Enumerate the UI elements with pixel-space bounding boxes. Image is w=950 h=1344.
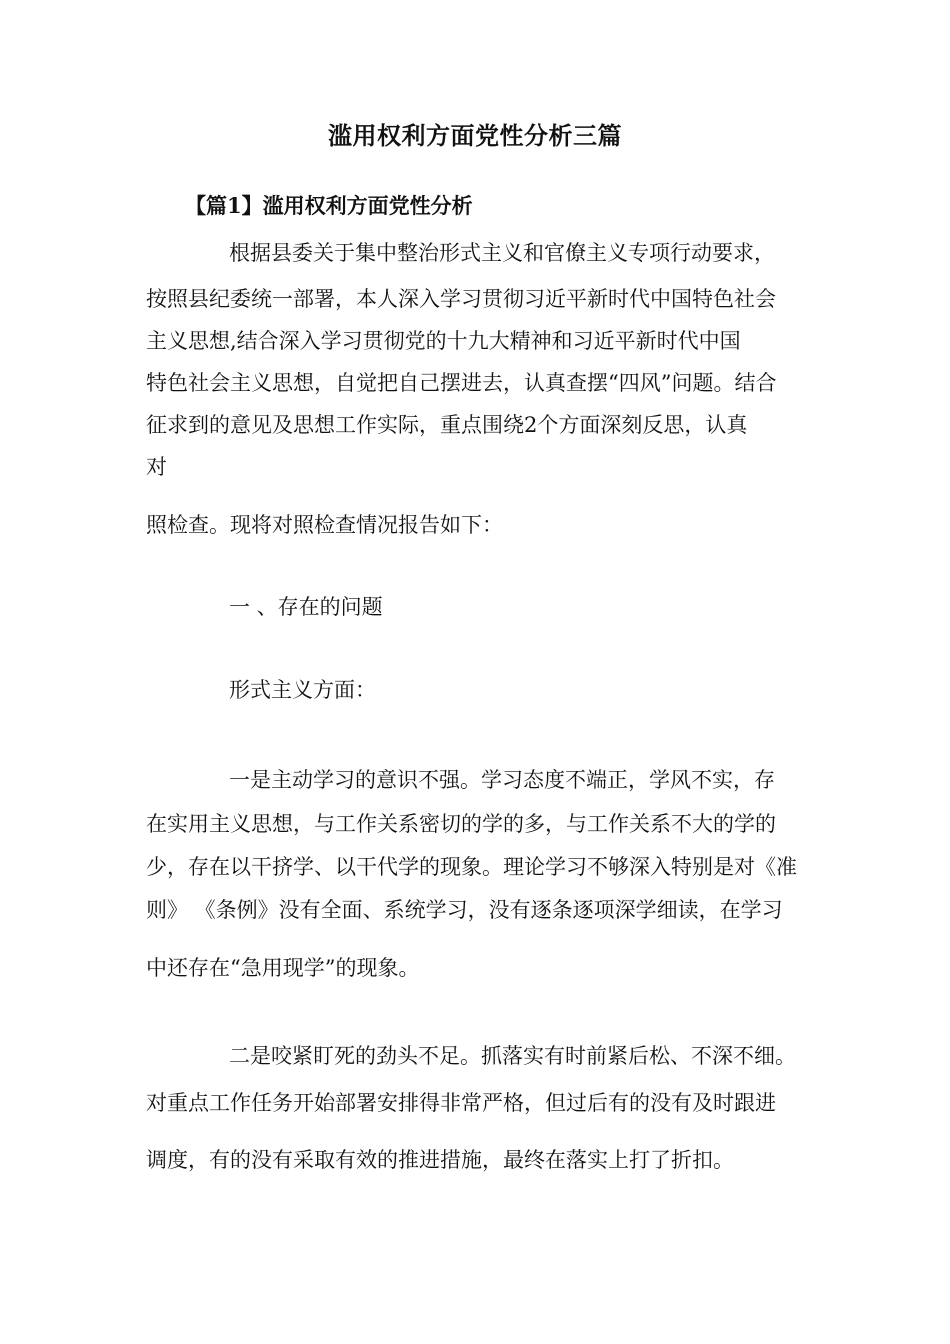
paragraph-line: 在实用主义思想，与工作关系密切的学的多，与工作关系不大的学的 <box>146 812 776 836</box>
heading-problems: 一 、存在的问题 <box>229 595 383 619</box>
paragraph-line: 少，存在以干挤学、以干代学的现象。理论学习不够深入特别是对《准 <box>146 855 797 879</box>
paragraph-line: 则》 《条例》没有全面、系统学习，没有逐条逐项深学细读，在学习 <box>146 898 783 922</box>
paragraph-line: 根据县委关于集中整治形式主义和官僚主义专项行动要求， <box>229 241 775 265</box>
paragraph-line: 按照县纪委统一部署，本人深入学习贯彻习近平新时代中国特色社会 <box>146 287 776 311</box>
paragraph-line: 主义思想,结合深入学习贯彻党的十九大精神和习近平新时代中国 <box>146 329 741 353</box>
paragraph-line: 调度，有的没有采取有效的推进措施，最终在落实上打了折扣。 <box>146 1148 734 1172</box>
paragraph-line: 一是主动学习的意识不强。学习态度不端正，学风不实，存 <box>229 768 775 792</box>
paragraph-line: 征求到的意见及思想工作实际，重点围绕2个方面深刻反思，认真 <box>146 413 748 437</box>
paragraph-line: 特色社会主义思想，自觉把自己摆进去，认真查摆“四风”问题。结合 <box>146 371 777 395</box>
paragraph-line: 对 <box>146 455 167 479</box>
paragraph-line: 中还存在“急用现学”的现象。 <box>146 956 420 980</box>
heading-formalism: 形式主义方面： <box>229 678 376 702</box>
paragraph-line: 对重点工作任务开始部署安排得非常严格，但过后有的没有及时跟进 <box>146 1091 776 1115</box>
section-heading: 【篇1】滥用权利方面党性分析 <box>185 193 473 218</box>
document-title: 滥用权利方面党性分析三篇 <box>328 121 622 150</box>
paragraph-line: 二是咬紧盯死的劲头不足。抓落实有时前紧后松、不深不细。 <box>229 1044 796 1068</box>
paragraph-line: 照检查。现将对照检查情况报告如下： <box>146 513 503 537</box>
